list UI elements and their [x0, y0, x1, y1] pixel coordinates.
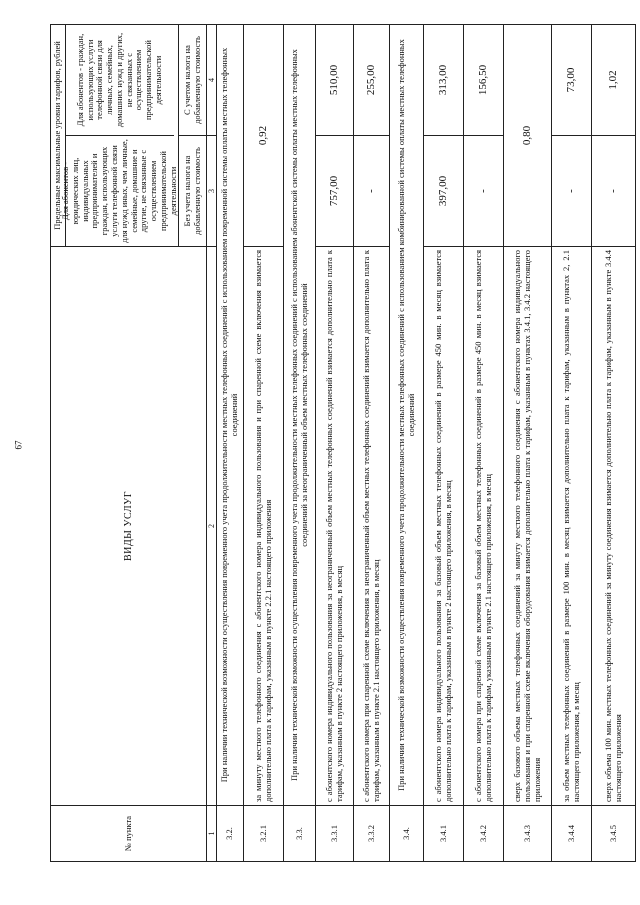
service-description: за минуту местного телефонного соединения с абонентского номера индивидуального пользования и при спаренной схеме включения взимается дополнительно плата к тарифам, указанным в пункте 2.2.1 настоящего приложения [244, 247, 284, 806]
table-row [354, 25, 390, 862]
tariff-value-with-vat: 156,50 [464, 25, 504, 136]
row-number: 3.4.3 [504, 806, 552, 862]
row-number: 3.4.2 [464, 806, 504, 862]
tariff-value-with-vat: 510,00 [316, 25, 354, 136]
tariff-value: 0,80 [504, 25, 552, 247]
table-row [504, 25, 552, 862]
col-index: 4 [207, 25, 217, 136]
subscriber-groups [60, 25, 178, 246]
tariff-value-no-vat: - [464, 136, 504, 247]
tariff-value-with-vat: 1,02 [592, 25, 636, 136]
citizens-header: Для абонентов - граждан, использующих услуги телефонной связи для личных, семейных, домашних нужд и других, не связанных с осуществлением предпринимательской деятельности [74, 32, 163, 128]
legal-entities-header: Для абонентов - юридических лиц, индивидуальных предпринимателей и граждан, использующих услуги телефонной связи для нужд иных, чем личные, семейные, домашние и другие, не связанные с осуществлением предпринимательской деятельности [66, 135, 174, 246]
service-description: с абонентского номера индивидуального пользования за базовый объем местных телефонных соединений в размере 450 мин. в месяц взимается дополнительно плата к тарифам, указанным в пункте 2 настоящего приложения, в месяц [424, 247, 464, 806]
tariff-table-rotated [50, 25, 635, 862]
row-number: 3.2. [217, 806, 244, 862]
tariff-value-with-vat: 313,00 [424, 25, 464, 136]
section-title: При наличии технической возможности осуществления повременного учета продолжительности местных телефонных соединений с использованием комбинированной системы оплаты местных телефонных соединений [390, 25, 424, 806]
table-row [244, 25, 284, 862]
with-vat-header: С учетом налога на добавленную стоимость [179, 25, 207, 136]
tariff-value-no-vat: 757,00 [316, 136, 354, 247]
no-vat-header: Без учета налога на добавленную стоимость [179, 136, 207, 247]
table-row [284, 25, 316, 862]
service-description: с абонентского номера индивидуального пользования за неограниченный объем местных телефонных соединений взимается дополнительно плата к тарифам, указанным в пункте 2 настоящего приложения, в месяц [316, 247, 354, 806]
table-row [552, 25, 592, 862]
table-row [390, 25, 424, 862]
service-description: с абонентского номера при спаренной схеме включения за неограниченный объем местных телефонных соединений взимается дополнительно плата к тарифам, указанным в пункте 2.1 настоящего приложения, в месяц [354, 247, 390, 806]
col-index: 1 [207, 806, 217, 862]
table-row [424, 25, 464, 862]
tariff-table [50, 24, 636, 862]
row-number: 3.4.1 [424, 806, 464, 862]
tariff-value-no-vat: - [354, 136, 390, 247]
row-number: 3.3.2 [354, 806, 390, 862]
tariff-value-no-vat: - [552, 136, 592, 247]
header-row [51, 25, 179, 862]
service-description: сверх объема 100 мин. местных телефонных соединений за минуту соединения взимается дополнительно плата к тарифам, указанным в пункте 3.4.4 настоящего приложения [592, 247, 636, 806]
row-number: 3.4. [390, 806, 424, 862]
row-number: 3.4.5 [592, 806, 636, 862]
col-index: 3 [207, 136, 217, 247]
row-number: 3.4.4 [552, 806, 592, 862]
tariff-value-no-vat: 397,00 [424, 136, 464, 247]
col-index: 2 [207, 247, 217, 806]
col-services-header: ВИДЫ УСЛУГ [51, 247, 207, 806]
col-max-levels-header [51, 25, 179, 247]
tariff-value: 0,92 [244, 25, 284, 247]
table-row [464, 25, 504, 862]
row-number: 3.3.1 [316, 806, 354, 862]
service-description: сверх базового объема местных телефонных соединений за минуту местного телефонного соединения с абонентского номера индивидуального пользования и при спаренной схеме включения оборудования взимается дополнительно плата к тарифам, указанным в пунктах 3.4.1, 3.4.2 настоящего приложения [504, 247, 552, 806]
table-row [316, 25, 354, 862]
column-index-row [207, 25, 217, 862]
page-number: 67 [13, 440, 24, 450]
service-description: с абонентского номера при спаренной схеме включения за базовый объем местных телефонных соединений в размере 450 мин. в месяц взимается дополнительно плата к тарифам, указанным в пункте 2.1 настоящего приложения, в месяц [464, 247, 504, 806]
table-row [592, 25, 636, 862]
col-num-header: № пункта [51, 806, 207, 862]
max-levels-title: Предельные максимальные уровни тарифов, рублей [51, 25, 66, 246]
service-description: за объем местных телефонных соединений в размере 100 мин. в месяц взимается дополнительно плата к тарифам, указанным в пунктах 2, 2.1 настоящего приложения, в месяц [552, 247, 592, 806]
table-row [217, 25, 244, 862]
row-number: 3.3. [284, 806, 316, 862]
section-title: При наличии технической возможности осуществления повременного учета продолжительности местных телефонных соединений с использованием повременной системы оплаты местных телефонных соединений [217, 25, 244, 806]
row-number: 3.2.1 [244, 806, 284, 862]
section-title: При наличии технической возможности осуществления повременного учета продолжительности местных телефонных соединений с использованием абонентской системы оплаты местных телефонных соединений за неограниченный объем местных телефонных соединений [284, 25, 316, 806]
tariff-value-no-vat: - [592, 136, 636, 247]
tariff-value-with-vat: 255,00 [354, 25, 390, 136]
tariff-value-with-vat: 73,00 [552, 25, 592, 136]
